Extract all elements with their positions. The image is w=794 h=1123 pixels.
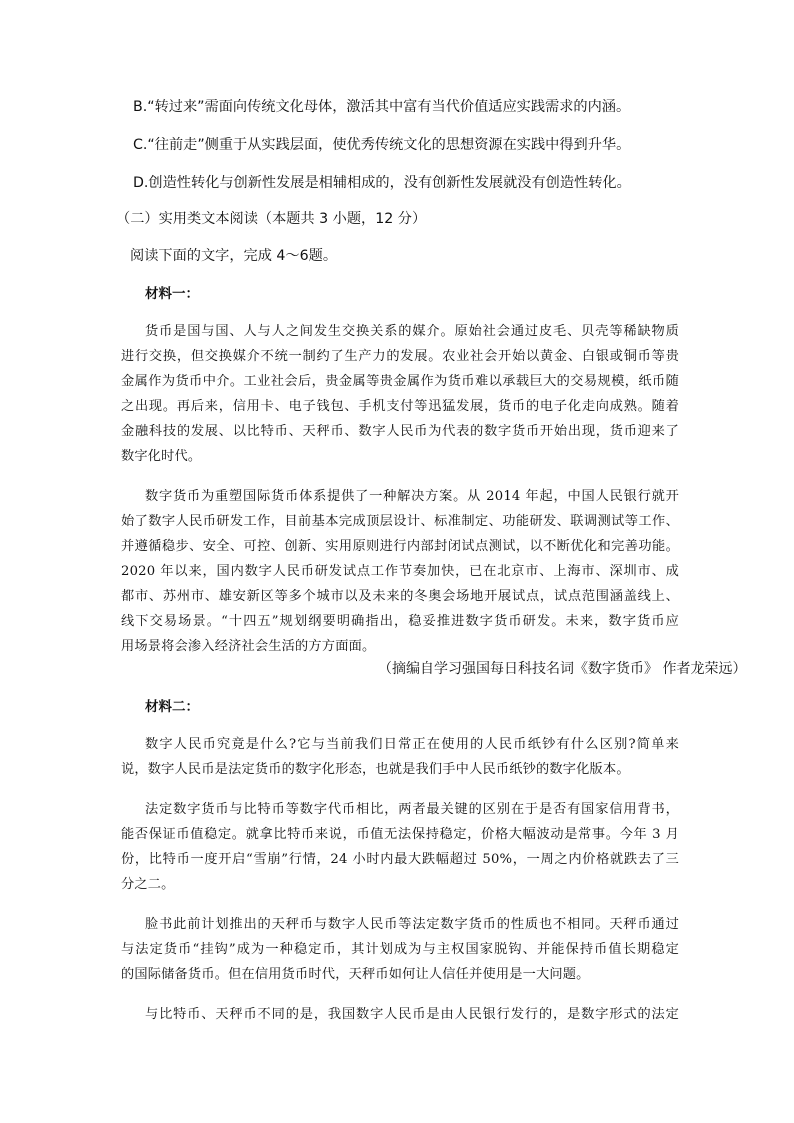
material-2-p2-line: 法定数字货币与比特币等数字代币相比，两者最关键的区别在于是否有国家信用背书， xyxy=(145,802,679,817)
material-2-p1-line: 数字人民币究竟是什么?它与当前我们日常正在使用的人民币纸钞有什么区别?简单来 xyxy=(145,737,679,752)
material-1-p2-line: 线下交易场景。“十四五”规划纲要明确指出，稳妥推进数字货币研发。未来，数字货币应 xyxy=(121,614,679,629)
option-c: C.“往前走”侧重于从实践层面，使优秀传统文化的思想资源在实践中得到升华。 xyxy=(133,137,631,153)
material-2-p3-line: 脸书此前计划推出的天秤币与数字人民币等法定数字货币的性质也不相同。天秤币通过 xyxy=(145,917,679,932)
material-1-p2-line: 用场景将会渗入经济社会生活的方方面面。 xyxy=(121,639,376,654)
material-1-p2-line: 并遵循稳步、安全、可控、创新、实用原则进行内部封闭试点测试，以不断优化和完善功能。 xyxy=(121,539,679,554)
material-2-p2-line: 能否保证币值稳定。就拿比特币来说，币值无法保持稳定，价格大幅波动是常事。今年 3 月 xyxy=(121,827,679,842)
material-1-p1-line: 金属作为货币中介。工业社会后，贵金属等贵金属作为货币难以承载巨大的交易规模，纸币随 xyxy=(121,374,679,389)
material-1-p1-line: 金融科技的发展、以比特币、天秤币、数字人民币为代表的数字货币开始出现，货币迎来了 xyxy=(121,424,679,439)
material-2-label: 材料二： xyxy=(145,699,199,715)
material-1-p2-line: 2020 年以来，国内数字人民币研发试点工作节奏加快，已在北京市、上海市、深圳市、成 xyxy=(121,564,679,579)
material-1-label: 材料一： xyxy=(145,286,199,302)
section-heading: （二）实用类文本阅读（本题共 3 小题，12 分） xyxy=(116,211,427,227)
material-1-p2-line: 都市、苏州市、雄安新区等多个城市以及未来的冬奥会场地开展试点，试点范围涵盖线上、 xyxy=(121,589,679,604)
material-1-p1-line: 之出现。再后来，信用卡、电子钱包、手机支付等迅猛发展，货币的电子化走向成熟。随着 xyxy=(121,399,679,414)
material-1-p1-line: 数字化时代。 xyxy=(121,449,202,464)
material-2-p3-line: 的国际储备货币。但在信用货币时代，天秤币如何让人信任并使用是一大问题。 xyxy=(121,967,590,982)
material-2-p1-line: 说，数字人民币是法定货币的数字化形态，也就是我们手中人民币纸钞的数字化版本。 xyxy=(121,762,630,777)
section-instruction: 阅读下面的文字，完成 4～6题。 xyxy=(130,248,338,264)
material-2-p3-line: 与法定货币“挂钩”成为一种稳定币，其计划成为与主权国家脱钩、并能保持币值长期稳定 xyxy=(121,942,679,957)
material-1-p1-line: 货币是国与国、人与人之间发生交换关系的媒介。原始社会通过皮毛、贝壳等稀缺物质 xyxy=(145,324,679,339)
material-1-p2-line: 数字货币为重塑国际货币体系提供了一种解决方案。从 2014 年起，中国人民银行就开 xyxy=(145,489,679,504)
material-1-source: （摘编自学习强国每日科技名词《数字货币》 作者龙荣远） xyxy=(378,661,747,677)
material-2-p2-line: 份，比特币一度开启“雪崩”行情，24 小时内最大跌幅超过 50%，一周之内价格就跌去了三 xyxy=(121,852,679,867)
material-1-p1-line: 进行交换，但交换媒介不统一制约了生产力的发展。农业社会开始以黄金、白银或铜币等贵 xyxy=(121,349,679,364)
option-d: D.创造性转化与创新性发展是相辅相成的，没有创新性发展就没有创造性转化。 xyxy=(133,175,631,191)
material-2-p4-line: 与比特币、天秤币不同的是，我国数字人民币是由人民银行发行的，是数字形式的法定 xyxy=(145,1007,679,1022)
option-b: B.“转过来”需面向传统文化母体，激活其中富有当代价值适应实践需求的内涵。 xyxy=(133,99,631,115)
material-2-p2-line: 分之二。 xyxy=(121,877,175,892)
material-1-p2-line: 始了数字人民币研发工作，目前基本完成顶层设计、标准制定、功能研发、联调测试等工作、 xyxy=(121,514,679,529)
